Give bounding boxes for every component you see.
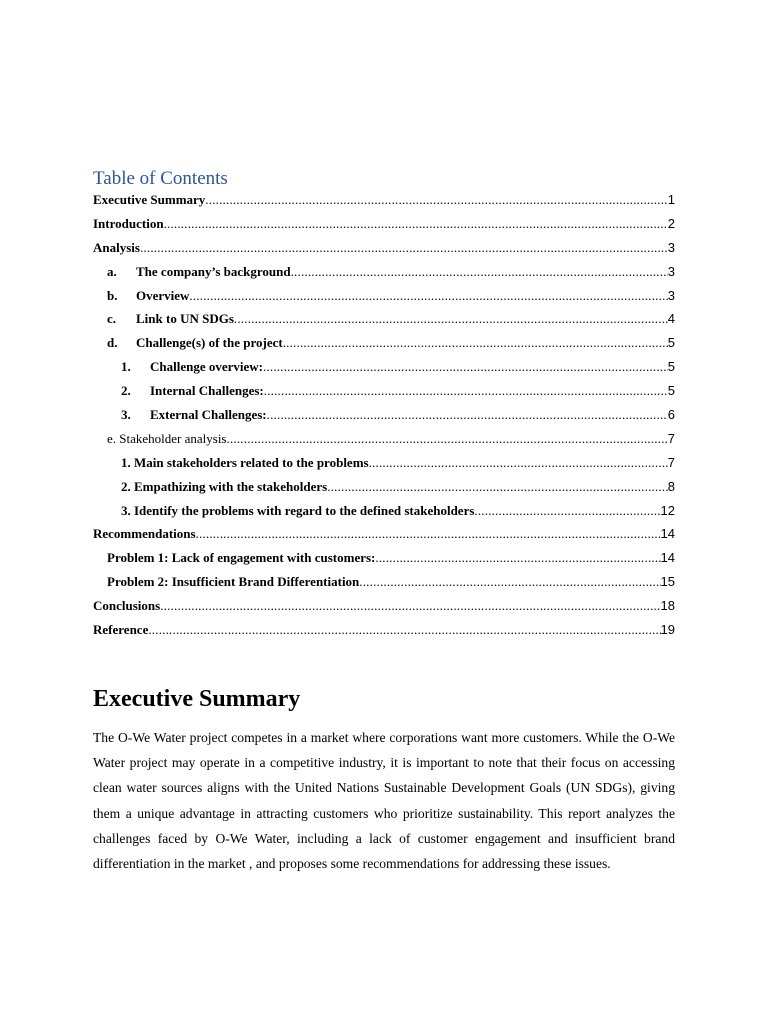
toc-page-number: 19 [660,622,675,638]
toc-entry-number: 1. [121,359,131,375]
toc-entry-company-background[interactable] [93,264,675,288]
toc-page-number: 7 [667,454,675,470]
toc-entry-challenge-overview[interactable] [93,359,675,383]
toc-leader-dots [189,288,667,304]
toc-entry-problem-2[interactable] [93,574,675,598]
toc-leader-dots [264,383,668,399]
toc-entry-label: Executive Summary [93,192,206,207]
toc-page-number: 7 [667,430,675,446]
toc-leader-dots [234,311,668,327]
toc-entry-label: 2. Empathizing with the stakeholders [121,478,328,494]
toc-leader-dots [164,216,668,232]
toc-leader-dots [474,503,660,519]
toc-leader-dots [283,335,668,351]
toc-page-number: 18 [660,598,675,614]
toc-page-number: 5 [667,335,675,351]
toc-entry-empathizing-stakeholders[interactable] [93,479,675,503]
toc-entry-identify-problems[interactable] [93,503,675,527]
toc-leader-dots [359,574,660,590]
toc-entry-executive-summary[interactable] [93,192,675,216]
toc-page-number: 6 [667,407,675,423]
toc-page-number: 5 [667,359,675,375]
toc-entry-label: The company’s background [136,263,291,279]
toc-entry-label: Internal Challenges: [150,383,264,399]
toc-entry-label: Challenge overview: [150,359,264,375]
toc-entry-number: d. [107,335,118,351]
toc-entry-label: 3. Identify the problems with regard to the defined stakeholders [121,502,475,518]
toc-entry-reference[interactable] [93,622,675,646]
toc-entry-label: 1. Main stakeholders related to the problems [121,454,369,470]
toc-page-number: 14 [660,550,675,566]
toc-entry-main-stakeholders[interactable] [93,455,675,479]
toc-entry-introduction[interactable] [93,216,675,240]
toc-entry-analysis[interactable] [93,240,675,264]
toc-entry-recommendations[interactable] [93,526,675,550]
table-of-contents [93,192,675,646]
toc-leader-dots [227,431,668,447]
toc-entry-problem-1[interactable] [93,550,675,574]
toc-leader-dots [160,598,660,614]
toc-entry-challenges[interactable] [93,335,675,359]
executive-summary-paragraph: The O-We Water project competes in a market where corporations want more customers. While the O-We Water project may operate in a competitive industry, it is important to note that their focus on accessing clean water sources aligns with the United Nations Sustainable Development Goals (UN SDGs), giving them a unique advantage in attracting customers who prioritize sustainability. This report analyzes the challenges faced by O-We Water, including a lack of customer engagement and insufficient brand differentiation in the market , and proposes some recommendations for addressing these issues. [93,730,675,872]
toc-entry-stakeholder-analysis[interactable] [93,431,675,455]
toc-page-number: 3 [667,287,675,303]
toc-page-number: 3 [667,263,675,279]
toc-page-number: 14 [660,526,675,542]
toc-entry-label: Overview [136,287,190,303]
toc-entry-label: Problem 1: Lack of engagement with customers: [107,550,376,566]
toc-page-number: 2 [667,215,675,231]
toc-entry-label: Conclusions [93,598,161,614]
toc-heading: Table of Contents [93,168,228,189]
toc-entry-label: Link to UN SDGs [136,311,234,327]
toc-entry-number: 3. [121,407,131,423]
toc-entry-label: Challenge(s) of the project [136,335,283,351]
toc-leader-dots [263,359,668,375]
toc-page-number: 12 [660,502,675,518]
toc-leader-dots [369,455,668,471]
toc-entry-label: Recommendations [93,526,196,542]
toc-leader-dots [291,264,668,280]
toc-page-number: 1 [667,192,675,207]
toc-leader-dots [196,526,661,542]
toc-leader-dots [140,240,668,256]
toc-entry-external-challenges[interactable] [93,407,675,431]
toc-entry-link-un-sdgs[interactable] [93,311,675,335]
toc-entry-label: Introduction [93,215,164,231]
toc-entry-number: a. [107,263,117,279]
toc-leader-dots [267,407,668,423]
toc-leader-dots [148,622,660,638]
toc-page-number: 8 [667,478,675,494]
toc-entry-number: 2. [121,383,131,399]
section-title-executive-summary: Executive Summary [93,686,301,712]
toc-page-number: 15 [660,574,675,590]
toc-entry-label: e. Stakeholder analysis [107,430,227,446]
toc-entry-number: b. [107,287,118,303]
toc-entry-label: Analysis [93,239,140,255]
toc-leader-dots [327,479,668,495]
toc-entry-label: Reference [93,622,149,638]
toc-entry-overview[interactable] [93,288,675,312]
toc-page-number: 5 [667,383,675,399]
toc-page-number: 3 [667,239,675,255]
toc-entry-label: External Challenges: [150,407,267,423]
toc-leader-dots [205,192,667,208]
toc-entry-number: c. [107,311,117,327]
toc-leader-dots [375,550,660,566]
toc-entry-internal-challenges[interactable] [93,383,675,407]
toc-page-number: 4 [667,311,675,327]
toc-entry-conclusions[interactable] [93,598,675,622]
toc-entry-label: Problem 2: Insufficient Brand Differentiation [107,574,360,590]
